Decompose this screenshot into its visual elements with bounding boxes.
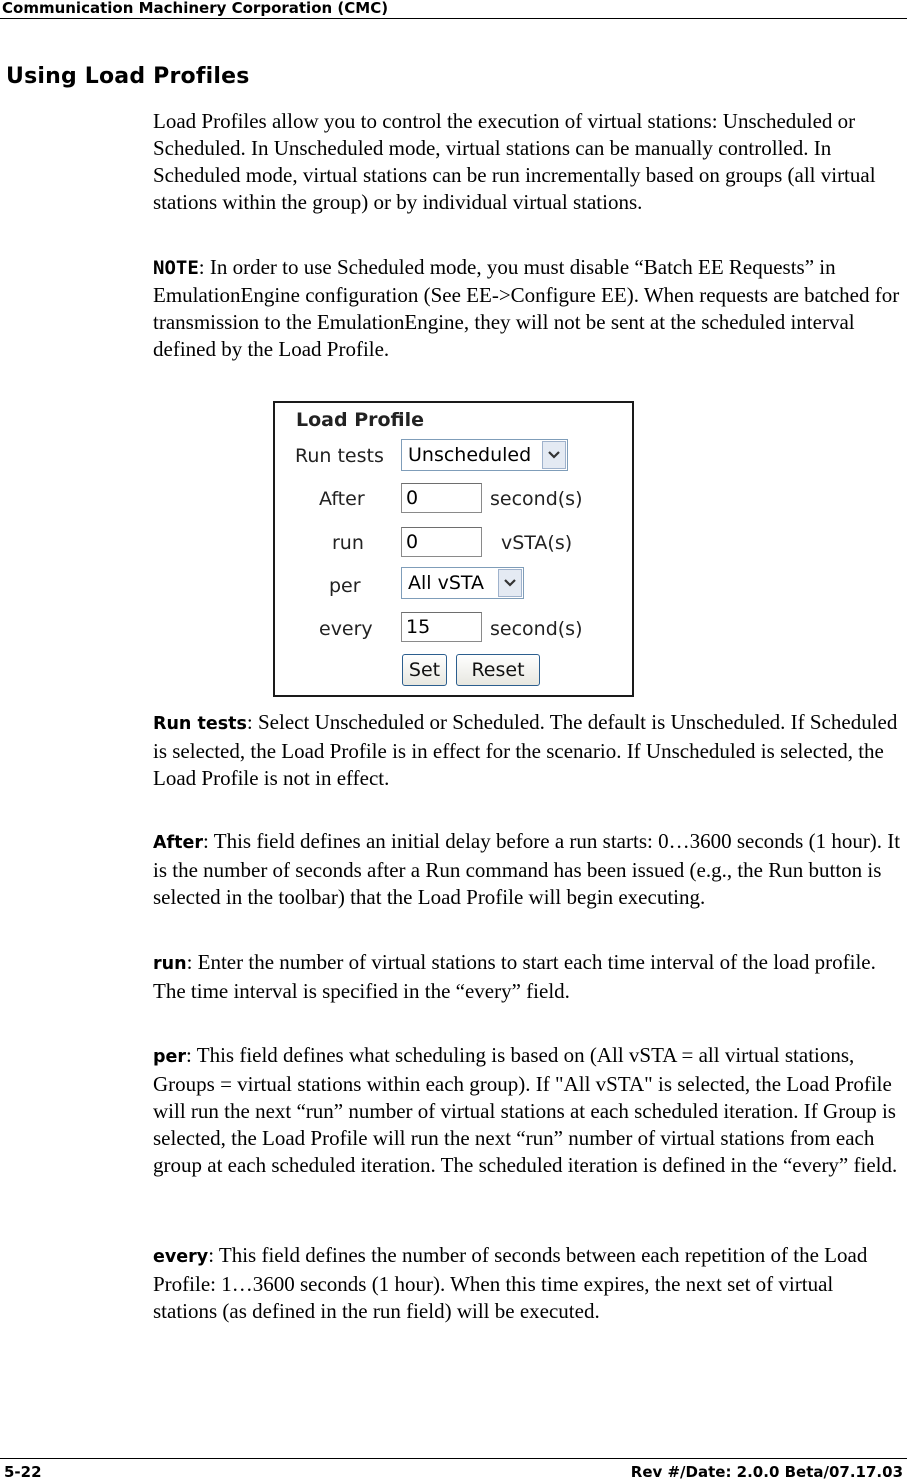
definition-after	[153, 828, 901, 911]
definition-every	[153, 1242, 901, 1325]
note-paragraph	[153, 254, 901, 363]
page-footer	[0, 1458, 907, 1483]
run-input[interactable]: 0	[401, 527, 482, 557]
definition-text: : This field defines the number of seconds between each repetition of the Load Profile: 1…3600 seconds (1 hour). When this time expires, the next set of virtual stations (as defined in the run field) will be executed.	[153, 1243, 868, 1323]
page-number: 5-22	[4, 1463, 42, 1481]
term-after: After	[153, 833, 204, 853]
definition-per	[153, 1042, 901, 1179]
header-title: Communication Machinery Corporation (CMC)	[2, 0, 389, 17]
definition-run-tests	[153, 709, 901, 792]
chevron-down-icon[interactable]	[542, 441, 566, 469]
term-every: every	[153, 1247, 209, 1267]
intro-paragraph: Load Profiles allow you to control the execution of virtual stations: Unscheduled or Scheduled. In Unscheduled mode, virtual stations can be manually controlled. In Scheduled mode, virtual stations can be run incrementally based on groups (all virtual stations within the group) or by individual virtual stations.	[153, 109, 876, 214]
run-tests-label: Run tests	[295, 445, 384, 467]
every-input[interactable]: 15	[401, 612, 482, 642]
section-title: Using Load Profiles	[6, 64, 250, 89]
term-per: per	[153, 1047, 187, 1067]
load-profile-panel	[273, 401, 634, 697]
per-label: per	[329, 575, 361, 597]
run-tests-select[interactable]	[401, 439, 568, 471]
run-unit: vSTA(s)	[501, 532, 573, 554]
run-label: run	[332, 532, 364, 554]
every-label: every	[319, 618, 373, 640]
after-label: After	[319, 488, 365, 510]
per-value: All vSTA	[408, 572, 485, 594]
every-unit: second(s)	[490, 618, 583, 640]
term-run: run	[153, 954, 187, 974]
revision-date: Rev #/Date: 2.0.0 Beta/07.17.03	[630, 1463, 903, 1481]
definition-run	[153, 949, 901, 1005]
per-select[interactable]	[401, 567, 524, 599]
after-unit: second(s)	[490, 488, 583, 510]
term-run-tests: Run tests	[153, 714, 247, 734]
note-text: : In order to use Scheduled mode, you must disable “Batch EE Requests” in EmulationEngine configuration (See EE->Configure EE). When requests are batched for transmission to the EmulationEngine, they will not be sent at the scheduled interval defined by the Load Profile.	[153, 255, 900, 361]
after-input[interactable]: 0	[401, 483, 482, 513]
definition-text: : Select Unscheduled or Scheduled. The default is Unscheduled. If Scheduled is selected, the Load Profile is in effect for the scenario. If Unscheduled is selected, the Load Profile is not in effect.	[153, 710, 898, 790]
definition-text: : This field defines what scheduling is based on (All vSTA = all virtual stations, Groups = virtual stations within each group). If "All vSTA" is selected, the Load Profile will run the next “run” number of virtual stations at each scheduled iteration. If Group is selected, the Load Profile will run the next “run” number of virtual stations from each group at each scheduled iteration. The scheduled iteration is defined in the “every” field.	[153, 1043, 898, 1177]
set-button[interactable]: Set	[402, 654, 447, 686]
run-tests-value: Unscheduled	[408, 444, 532, 466]
reset-button[interactable]: Reset	[456, 654, 540, 686]
chevron-down-icon[interactable]	[498, 569, 522, 597]
page-header	[0, 0, 907, 19]
definition-text: : Enter the number of virtual stations to start each time interval of the load profile. The time interval is specified in the “every” field.	[153, 950, 876, 1003]
definition-text: : This field defines an initial delay before a run starts: 0…3600 seconds (1 hour). It is the number of seconds after a Run command has been issued (e.g., the Run button is selected in the toolbar) that the Load Profile will begin executing.	[153, 829, 901, 909]
note-label: NOTE	[153, 257, 199, 279]
panel-title: Load Profile	[296, 409, 425, 431]
